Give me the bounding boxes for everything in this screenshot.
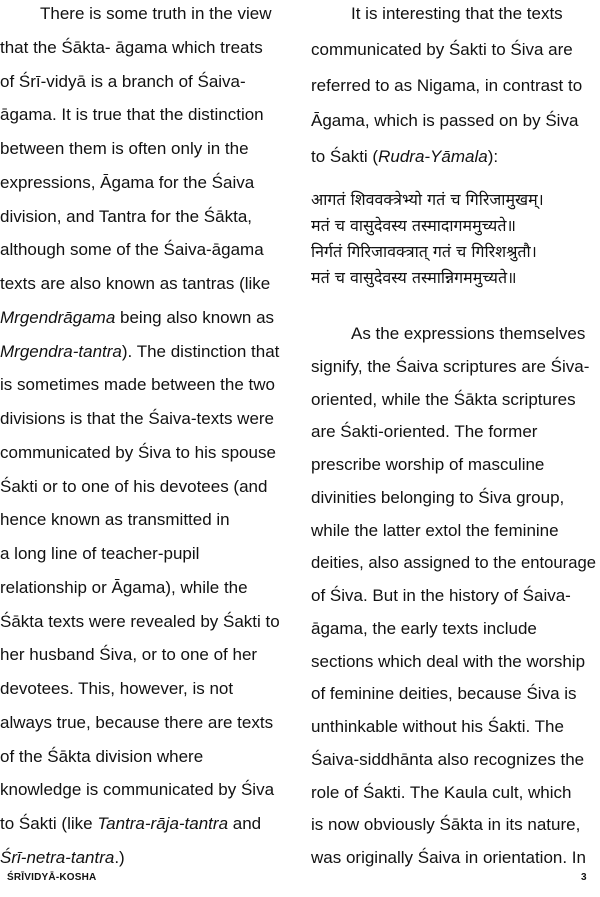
text-line: Śrī-netra-tantra.) xyxy=(0,848,125,867)
text-line: to Śakti (like Tantra-rāja-tantra and xyxy=(0,814,262,833)
text-line: a long line of teacher-pupil xyxy=(0,544,200,563)
text-line: to Śakti (Rudra-Yāmala): xyxy=(311,147,499,166)
text-line: are Śakti-oriented. The former xyxy=(311,422,538,441)
text-line: of feminine deities, because Śiva is xyxy=(311,684,577,703)
text-line: prescribe worship of masculine xyxy=(311,455,545,474)
text-line: texts are also known as tantras (like xyxy=(0,274,271,293)
text-line: expressions, Āgama for the Śaiva xyxy=(0,173,255,192)
text-line: āgama, the early texts include xyxy=(311,619,537,638)
text-line: communicated by Śakti to Śiva are xyxy=(311,40,573,59)
text-line: is now obviously Śākta in its nature, xyxy=(311,815,581,834)
italic-text: Śrī-netra-tantra xyxy=(0,848,115,867)
text-line: of the Śākta division where xyxy=(0,747,204,766)
text-line: As the expressions themselves xyxy=(351,324,586,343)
text-line: was originally Śaiva in orientation. In xyxy=(311,848,586,867)
text-line: hence known as transmitted in xyxy=(0,510,230,529)
text-line: Mrgendra-tantra). The distinction that xyxy=(0,342,280,361)
text-line: It is interesting that the texts xyxy=(351,4,563,23)
text-line: is sometimes made between the two xyxy=(0,375,275,394)
text-line: divinities belonging to Śiva group, xyxy=(311,488,565,507)
text-line: referred to as Nigama, in contrast to xyxy=(311,76,583,95)
text-line: āgama. It is true that the distinction xyxy=(0,105,264,124)
text-line: devotees. This, however, is not xyxy=(0,679,234,698)
text-line: of Śrī-vidyā is a branch of Śaiva- xyxy=(0,72,246,91)
running-title: ŚRĪVIDYĀ-KOSHA xyxy=(7,872,97,883)
text-line: Śaiva-siddhānta also recognizes the xyxy=(311,750,585,769)
italic-text: Rudra-Yāmala xyxy=(378,147,488,166)
sanskrit-verse-line: मतं च वासुदेवस्य तस्मादागममुच्यते॥ xyxy=(311,216,517,235)
italic-text: Mrgendra-tantra xyxy=(0,342,122,361)
text-line: There is some truth in the view xyxy=(40,4,272,23)
text-line: division, and Tantra for the Śākta, xyxy=(0,207,253,226)
text-line: deities, also assigned to the entourage xyxy=(311,553,596,572)
text-line: that the Śākta- āgama which treats xyxy=(0,38,263,57)
text-line: Āgama, which is passed on by Śiva xyxy=(311,111,579,130)
text-line: sections which deal with the worship xyxy=(311,652,586,671)
text-line: while the latter extol the feminine xyxy=(311,521,559,540)
text-line: signify, the Śaiva scriptures are Śiva- xyxy=(311,357,590,376)
text-line: divisions is that the Śaiva-texts were xyxy=(0,409,275,428)
text-line: her husband Śiva, or to one of her xyxy=(0,645,258,664)
sanskrit-verse-line: निर्गतं गिरिजावक्त्रात् गतं च गिरिशश्रुतौ। xyxy=(311,242,537,261)
text-line: always true, because there are texts xyxy=(0,713,274,732)
italic-text: Mrgendrāgama xyxy=(0,308,116,327)
text-line: although some of the Śaiva-āgama xyxy=(0,240,264,259)
text-line: knowledge is communicated by Śiva xyxy=(0,780,275,799)
text-line: Mrgendrāgama being also known as xyxy=(0,308,275,327)
page-number: 3 xyxy=(581,872,587,883)
text-line: role of Śakti. The Kaula cult, which xyxy=(311,783,572,802)
text-line: unthinkable without his Śakti. The xyxy=(311,717,564,736)
text-line: between them is often only in the xyxy=(0,139,249,158)
text-line: of Śiva. But in the history of Śaiva- xyxy=(311,586,571,605)
text-line: communicated by Śiva to his spouse xyxy=(0,443,276,462)
text-line: Śākta texts were revealed by Śakti to xyxy=(0,612,280,631)
text-line: Śakti or to one of his devotees (and xyxy=(0,477,268,496)
text-line: oriented, while the Śākta scriptures xyxy=(311,390,576,409)
text-line: relationship or Āgama), while the xyxy=(0,578,248,597)
sanskrit-verse-line: मतं च वासुदेवस्य तस्मान्निगममुच्यते॥ xyxy=(311,268,517,287)
italic-text: Tantra-rāja-tantra xyxy=(97,814,229,833)
sanskrit-verse-line: आगतं शिववक्त्रेभ्यो गतं च गिरिजामुखम्। xyxy=(311,190,544,209)
